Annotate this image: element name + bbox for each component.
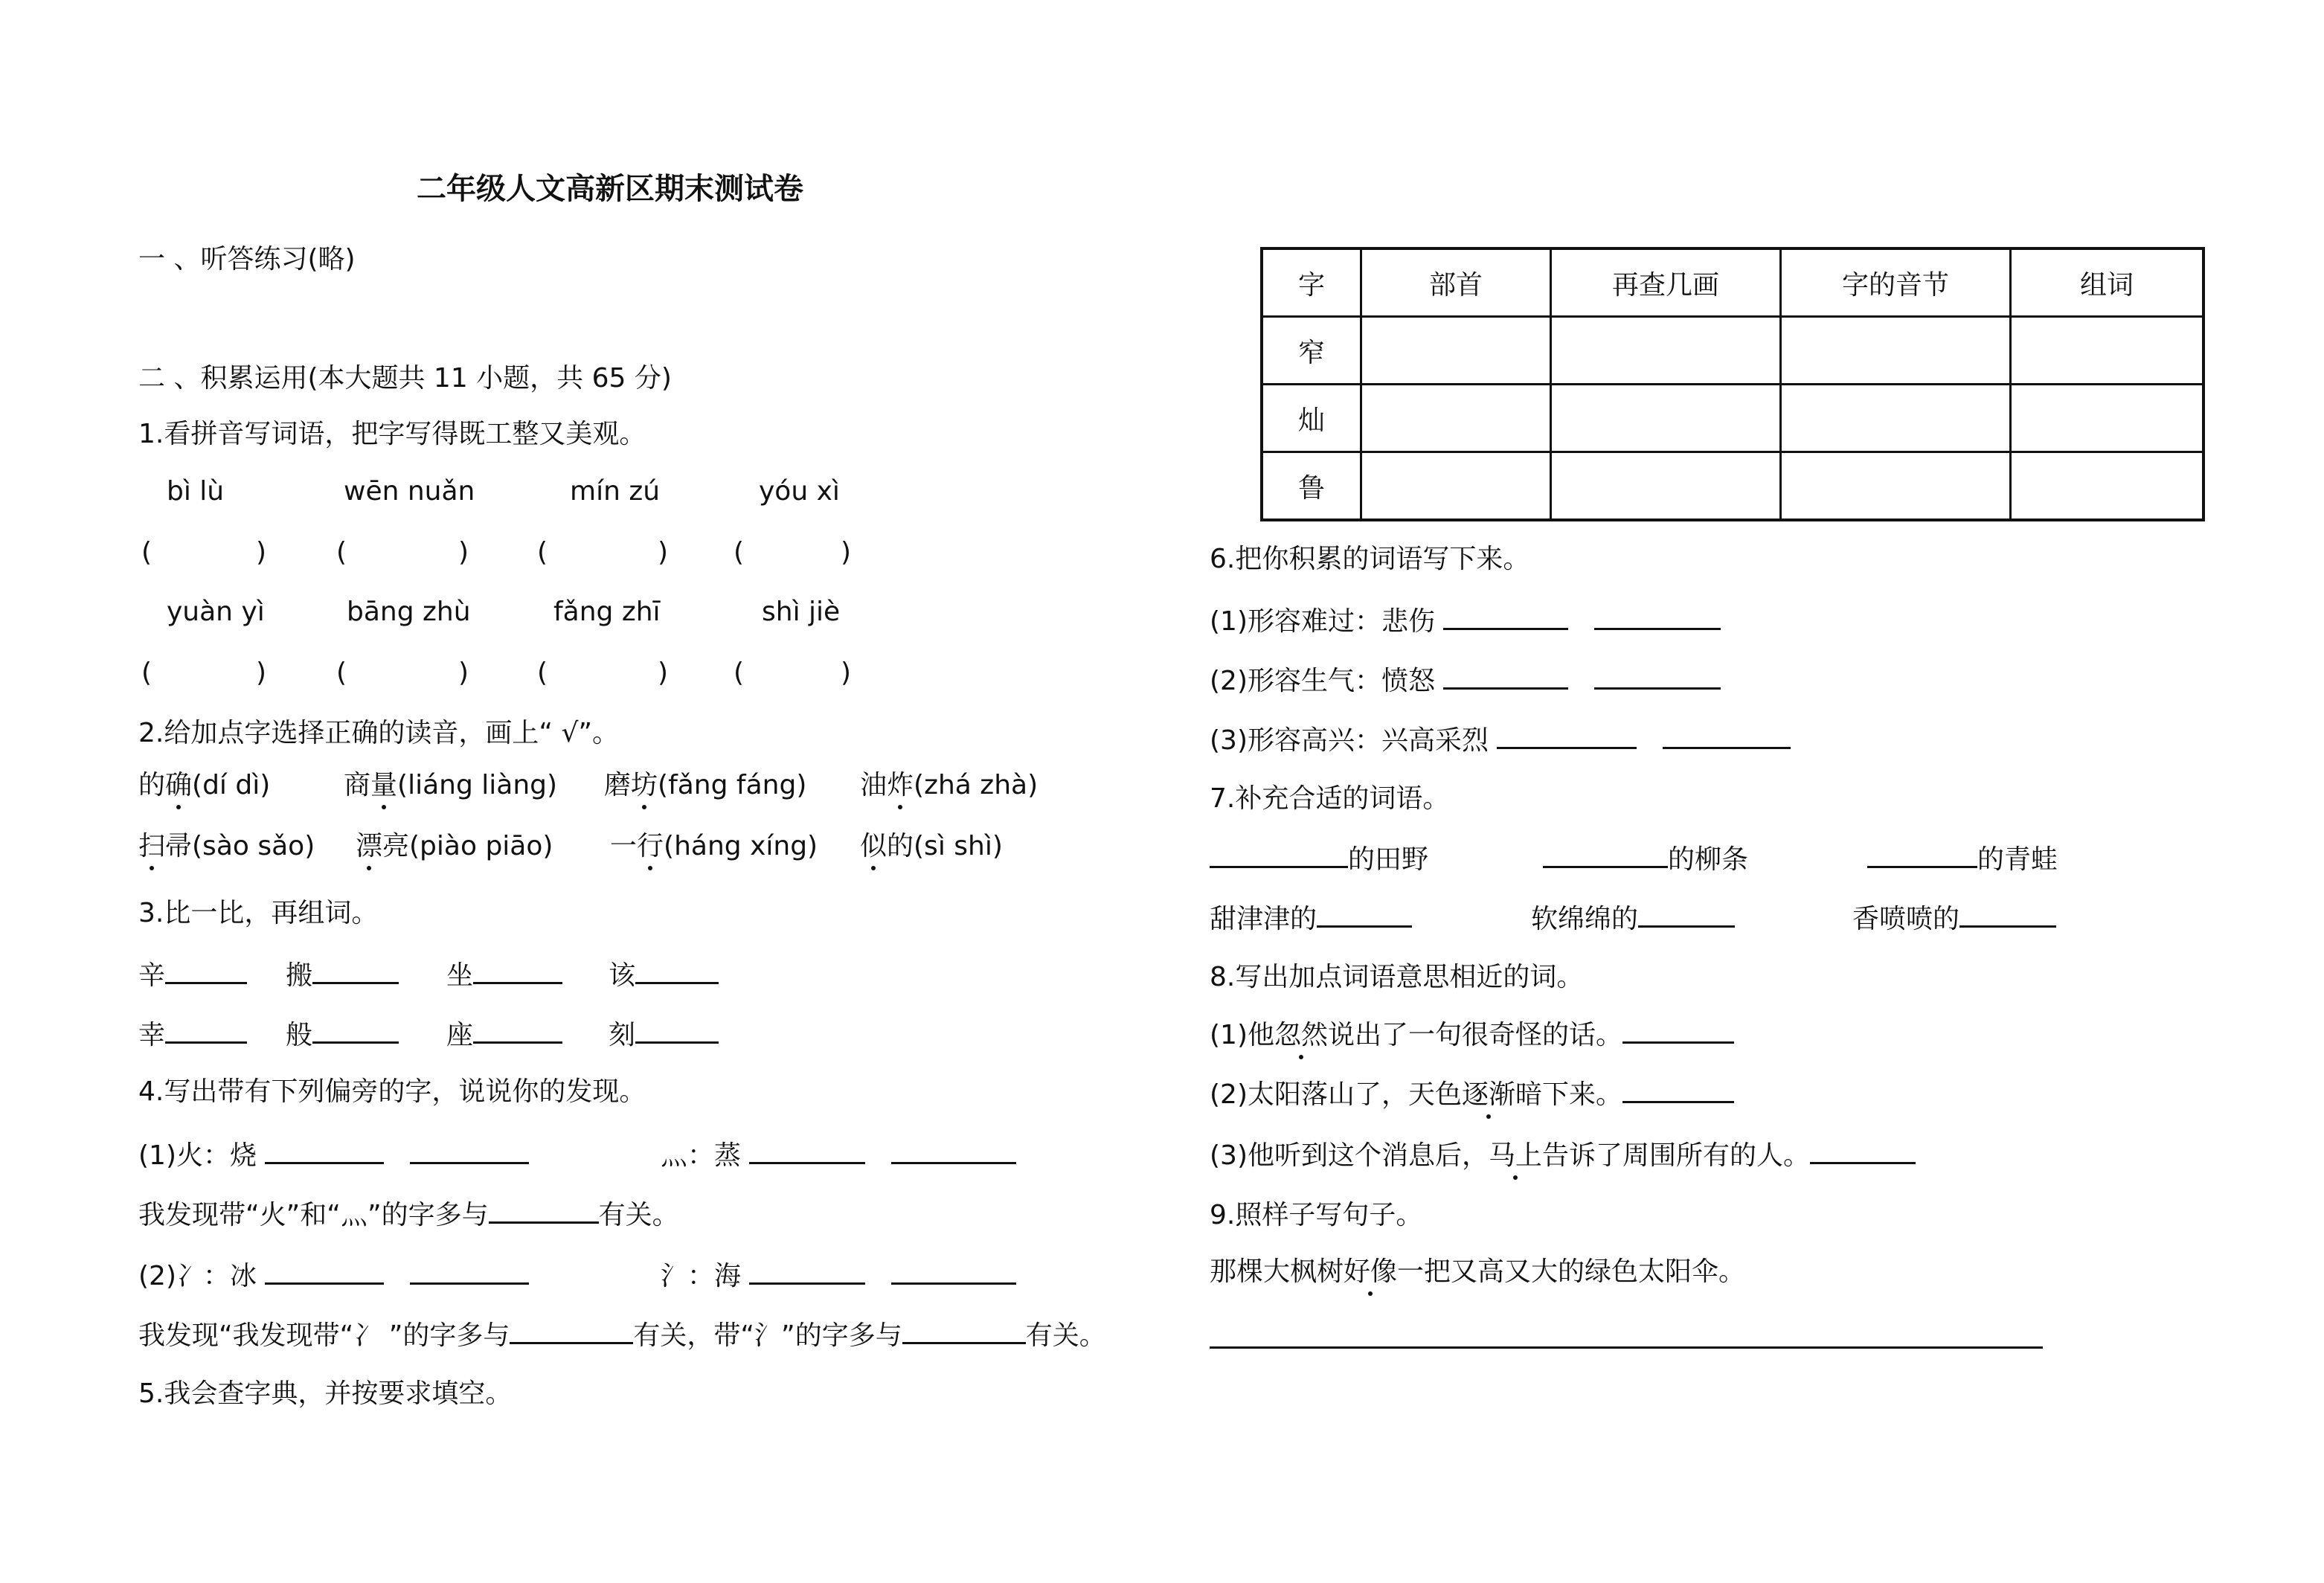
q2-options: (zhá zhà): [914, 770, 1039, 800]
q8-text: (3)他听到这个消息后，: [1210, 1140, 1489, 1171]
q2-text: 商: [344, 770, 371, 800]
q2-options: 的(sì shì): [887, 831, 1003, 861]
q7-phrase: 香喷喷的: [1852, 904, 1960, 934]
answer-blank[interactable]: [891, 1137, 1016, 1164]
answer-blank[interactable]: [265, 1257, 384, 1285]
q4-discovery-text: 我发现带“火”和“灬”的字多与: [138, 1200, 489, 1230]
q8-text: 暗下来。: [1515, 1079, 1623, 1110]
q7-item: [1543, 841, 1748, 876]
answer-blank[interactable]: [165, 1016, 247, 1044]
q7-phrase: 软绵绵的: [1531, 904, 1639, 934]
paren-open: (: [734, 658, 745, 688]
answer-blank[interactable]: [265, 1137, 384, 1164]
q4-line4: [138, 1317, 1106, 1352]
q8-text: (2)太阳落山了，天色: [1210, 1079, 1462, 1110]
pinyin: bì lù: [167, 476, 225, 507]
pinyin: yuàn yì: [167, 597, 265, 627]
answer-blank[interactable]: [1594, 603, 1721, 630]
answer-blank[interactable]: [312, 1016, 399, 1044]
answer-blank[interactable]: [1622, 1016, 1734, 1044]
paren-close: ): [841, 537, 852, 568]
q4-radical-ice: (2)冫：冰: [138, 1261, 257, 1291]
dotted-word: 逐渐: [1462, 1079, 1516, 1110]
table-header-row: [1262, 248, 2203, 317]
table-row: [1262, 317, 2203, 385]
q2-item[interactable]: [138, 769, 270, 802]
answer-blank[interactable]: [1210, 841, 1348, 868]
dotted-char: 似: [860, 831, 887, 861]
dotted-char: 量: [370, 770, 398, 800]
q6-prompt: (1)形容难过：悲伤: [1210, 606, 1435, 637]
dotted-char: 扫: [138, 831, 166, 861]
q8-sentence: [1210, 1076, 1734, 1111]
q7-item: [1867, 841, 2058, 876]
table-cell[interactable]: [1781, 317, 2011, 385]
q6-prompt: (2)形容生气：愤怒: [1210, 666, 1435, 696]
answer-blank[interactable]: [635, 1016, 719, 1044]
q3-char-label: 幸: [138, 1020, 166, 1050]
table-row: [1262, 452, 2203, 521]
q2-item[interactable]: [604, 769, 806, 802]
table-row: [1262, 385, 2203, 452]
pinyin: wēn nuǎn: [344, 476, 475, 507]
q7-item: [1531, 900, 1735, 936]
dotted-char: 坊: [631, 770, 658, 800]
answer-blank[interactable]: [410, 1137, 529, 1164]
q2-text: 油: [860, 770, 887, 800]
table-header: 字: [1262, 248, 1361, 317]
q3-char-label: 辛: [138, 960, 166, 991]
table-header: 部首: [1361, 248, 1551, 317]
q4-line3-ice: [138, 1257, 529, 1293]
q8-title: 8.写出加点词语意思相近的词。: [1210, 962, 1584, 992]
q9-answer-line[interactable]: [1210, 1346, 2043, 1349]
answer-blank[interactable]: [891, 1257, 1016, 1285]
dotted-word: 忽然: [1274, 1020, 1329, 1050]
q2-text: 磨: [604, 770, 632, 800]
q3-char-label: 刻: [609, 1020, 636, 1050]
q2-item[interactable]: [344, 769, 557, 802]
answer-blank[interactable]: [312, 957, 399, 984]
answer-blank[interactable]: [1443, 603, 1568, 630]
dotted-char: 炸: [887, 770, 914, 800]
section-listening: 一 、听答练习(略): [138, 244, 356, 274]
section-accumulation: 二 、积累运用(本大题共 11 小题，共 65 分): [138, 363, 672, 394]
q9-example: [1210, 1256, 1745, 1288]
answer-blank[interactable]: [1443, 662, 1568, 690]
q7-phrase: 的青蛙: [1977, 844, 2058, 875]
q2-text: 的: [138, 770, 166, 800]
answer-blank[interactable]: [1594, 662, 1721, 690]
pinyin: fǎng zhī: [553, 597, 661, 627]
paren-close: ): [458, 537, 469, 568]
q3-char[interactable]: [286, 1016, 399, 1052]
answer-blank[interactable]: [1663, 722, 1791, 749]
paren-open: (: [336, 537, 347, 568]
q7-phrase: 的田野: [1348, 844, 1429, 875]
q3-char[interactable]: [609, 957, 719, 992]
q4-line1-dots: [661, 1137, 1016, 1172]
paren-open: (: [141, 537, 153, 568]
q7-item: [1210, 841, 1428, 876]
q2-options: (liáng liàng): [397, 770, 558, 800]
q3-char[interactable]: [138, 957, 247, 992]
table-cell[interactable]: [2011, 452, 2204, 521]
q7-phrase: 的柳条: [1668, 844, 1749, 875]
q6-line: [1210, 722, 1791, 757]
q6-prompt: (3)形容高兴：兴高采烈: [1210, 725, 1489, 756]
q3-char-label: 该: [609, 960, 636, 991]
paren-close: ): [458, 658, 469, 688]
answer-blank[interactable]: [749, 1257, 865, 1285]
q4-line2: [138, 1196, 679, 1232]
q4-title: 4.写出带有下列偏旁的字，说说你的发现。: [138, 1076, 646, 1107]
table-header: 再查几画: [1551, 248, 1781, 317]
q2-item[interactable]: [860, 769, 1038, 802]
answer-blank[interactable]: [1543, 841, 1668, 868]
answer-blank[interactable]: [473, 1016, 562, 1044]
table-header: 组词: [2011, 248, 2204, 317]
paren-close: ): [256, 658, 267, 688]
dotted-word: 马上: [1489, 1140, 1543, 1171]
answer-blank[interactable]: [1497, 722, 1637, 749]
q5-title: 5.我会查字典，并按要求填空。: [138, 1378, 513, 1409]
answer-blank[interactable]: [1867, 841, 1977, 868]
pinyin: shì jiè: [762, 597, 841, 627]
table-cell[interactable]: [2011, 385, 2204, 452]
q8-text: 告诉了周围所有的人。: [1542, 1140, 1811, 1171]
q4-discovery-text: 有关，带“氵”的字多与: [633, 1320, 902, 1351]
answer-blank[interactable]: [489, 1196, 599, 1224]
pinyin: mín zú: [570, 476, 661, 507]
answer-blank[interactable]: [1810, 1137, 1916, 1164]
q4-discovery-text: 有关。: [598, 1200, 679, 1230]
q4-radical-fire: (1)火：烧: [138, 1140, 257, 1171]
q9-text: 一把又高又大的绿色太阳伞。: [1397, 1256, 1746, 1287]
q2-item[interactable]: [356, 830, 553, 863]
dotted-char: 行: [637, 831, 664, 861]
q2-options: 亮(piào piāo): [382, 831, 553, 861]
q4-radical-water: 氵：海: [661, 1261, 742, 1291]
q2-text: 一: [610, 831, 638, 861]
paren-open: (: [141, 658, 153, 688]
answer-blank[interactable]: [635, 957, 719, 984]
pinyin: yóu xì: [759, 476, 840, 507]
table-char: 窄: [1262, 317, 1361, 385]
paren-close: ): [658, 537, 669, 568]
table-char: 灿: [1262, 385, 1361, 452]
q4-discovery-text: 有关。: [1025, 1320, 1106, 1351]
q3-char[interactable]: [446, 1016, 562, 1052]
answer-blank[interactable]: [1959, 900, 2056, 928]
q2-options: 帚(sào sǎo): [165, 831, 315, 861]
table-cell[interactable]: [1781, 452, 2011, 521]
q6-line: [1210, 603, 1721, 638]
answer-blank[interactable]: [165, 957, 247, 984]
answer-blank[interactable]: [473, 957, 562, 984]
q4-line3-water: [661, 1257, 1016, 1293]
q8-sentence: [1210, 1137, 1916, 1172]
table-cell[interactable]: [2011, 317, 2204, 385]
table-cell[interactable]: [1781, 385, 2011, 452]
answer-blank[interactable]: [510, 1317, 633, 1344]
q2-title: 2.给加点字选择正确的读音，画上“ √”。: [138, 718, 620, 748]
q2-options: (fǎng fáng): [658, 770, 807, 800]
q7-phrase: 甜津津的: [1210, 904, 1317, 934]
q7-title: 7.补充合适的词语。: [1210, 783, 1450, 814]
q8-text: 说出了一句很奇怪的话。: [1328, 1020, 1623, 1050]
table-cell[interactable]: [1361, 452, 1551, 521]
dotted-char: 漂: [356, 831, 383, 861]
paren-open: (: [537, 658, 548, 688]
q3-char-label: 般: [286, 1020, 313, 1050]
q3-char-label: 座: [446, 1020, 474, 1050]
table-cell[interactable]: [1551, 452, 1781, 521]
table-char: 鲁: [1262, 452, 1361, 521]
q9-text: 那棵大枫树: [1210, 1256, 1344, 1287]
q2-options: (háng xíng): [664, 831, 818, 861]
dotted-word: 好像: [1344, 1256, 1398, 1287]
table-cell[interactable]: [1551, 317, 1781, 385]
q7-item: [1210, 900, 1412, 936]
paren-close: ): [841, 658, 852, 688]
q3-char[interactable]: [609, 1016, 719, 1052]
q3-char[interactable]: [286, 957, 399, 992]
paren-open: (: [734, 537, 745, 568]
q2-item[interactable]: [860, 830, 1003, 863]
q2-item[interactable]: [610, 830, 818, 863]
pinyin: bāng zhù: [347, 597, 471, 627]
q3-char[interactable]: [138, 1016, 247, 1052]
q2-options: (dí dì): [192, 770, 271, 800]
answer-blank[interactable]: [1317, 900, 1412, 928]
q3-title: 3.比一比，再组词。: [138, 898, 379, 928]
paren-close: ): [658, 658, 669, 688]
q9-title: 9.照样子写句子。: [1210, 1200, 1423, 1230]
q4-discovery-text: 我发现“我发现带“冫 ”的字多与: [138, 1320, 510, 1351]
q3-char-label: 坐: [446, 960, 474, 991]
table-cell[interactable]: [1551, 385, 1781, 452]
q3-char-label: 搬: [286, 960, 313, 991]
q8-sentence: [1210, 1016, 1734, 1052]
paren-close: ): [256, 537, 267, 568]
q2-item[interactable]: [138, 830, 315, 863]
q7-item: [1852, 900, 2056, 936]
table-cell[interactable]: [1361, 317, 1551, 385]
table-header: 字的音节: [1781, 248, 2011, 317]
dotted-char: 确: [165, 770, 193, 800]
q8-text: (1)他: [1210, 1020, 1274, 1050]
paren-open: (: [336, 658, 347, 688]
q1-title: 1.看拼音写词语，把字写得既工整又美观。: [138, 419, 646, 449]
page-title: 二年级人文高新区期末测试卷: [417, 172, 803, 206]
table-cell[interactable]: [1361, 385, 1551, 452]
answer-blank[interactable]: [1622, 1076, 1734, 1103]
q3-char[interactable]: [446, 957, 562, 992]
answer-blank[interactable]: [902, 1317, 1026, 1344]
answer-blank[interactable]: [410, 1257, 529, 1285]
q6-title: 6.把你积累的词语写下来。: [1210, 544, 1530, 574]
dictionary-table: [1260, 247, 2205, 521]
answer-blank[interactable]: [749, 1137, 865, 1164]
q4-radical-dots: 灬：蒸: [661, 1140, 742, 1171]
q6-line: [1210, 662, 1721, 698]
paren-open: (: [537, 537, 548, 568]
answer-blank[interactable]: [1638, 900, 1735, 928]
q4-line1-fire: [138, 1137, 529, 1172]
